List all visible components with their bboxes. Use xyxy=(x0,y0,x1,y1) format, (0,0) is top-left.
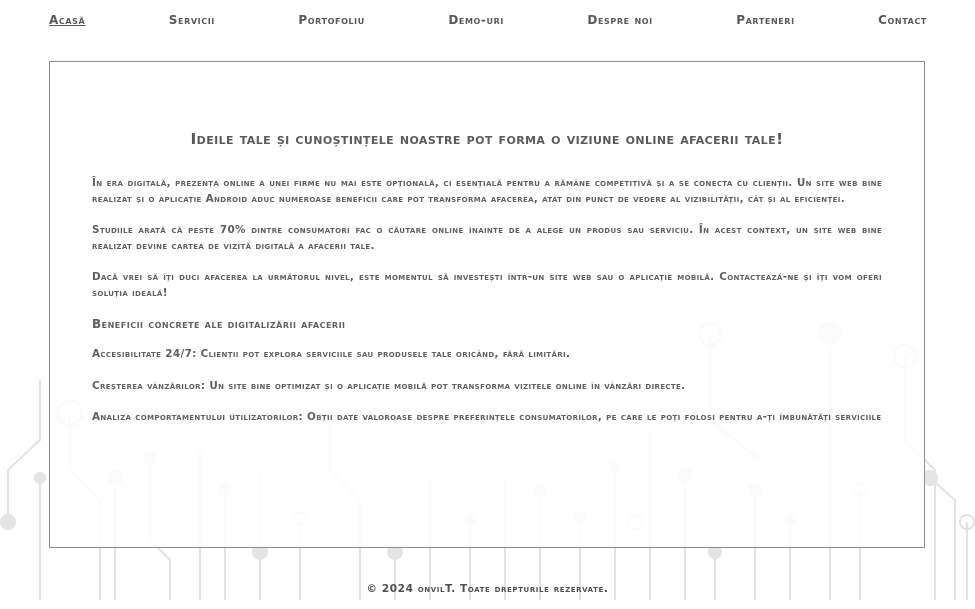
nav-item-acasa[interactable]: Acasă xyxy=(49,13,86,27)
benefits-heading: Beneficii concrete ale digitalizării afacerii xyxy=(92,317,346,331)
footer-copyright: © 2024 onvilT. Toate drepturile rezervate. xyxy=(366,583,609,595)
main-navigation xyxy=(49,11,927,29)
benefit-user-analytics: Analiza comportamentului utilizatorilor: Obții date valoroase despre preferințele consumatorilor, pe care le poți folosi pentru a-ți îmbunătăți serviciile xyxy=(92,411,882,423)
intro-paragraph: În era digitală, prezența online a unei firme nu mai este opțională, ci esențială pentru a rămâne competitivă și a se conecta cu clienții. Un site web bine realizat și o aplicație Android aduc numeroase beneficii care pot transforma afacerea, atât din punct de vedere al vizibilității, cât și al eficienței. xyxy=(92,177,882,205)
nav-item-portofoliu[interactable]: Portofoliu xyxy=(298,13,365,27)
nav-item-demo-uri[interactable]: Demo-uri xyxy=(448,13,504,27)
main-content-card xyxy=(49,61,925,548)
nav-item-contact[interactable]: Contact xyxy=(878,13,927,27)
benefit-accessibility: Accesibilitate 24/7: Clienții pot explora serviciile sau produsele tale oricând, fără limitări. xyxy=(92,348,571,360)
nav-item-parteneri[interactable]: Parteneri xyxy=(736,13,795,27)
benefit-sales-growth: Creșterea vânzărilor: Un site bine optimizat și o aplicație mobilă pot transforma vizitele online în vânzări directe. xyxy=(92,379,686,392)
content-body xyxy=(92,176,882,442)
nav-item-despre-noi[interactable]: Despre noi xyxy=(587,13,653,27)
statistics-paragraph: Studiile arată că peste 70% dintre consumatori fac o căutare online înainte de a alege un produs sau serviciu. În acest context, un site web bine realizat devine cartea de vizită digitală a afacerii tale. xyxy=(92,224,882,252)
nav-item-servicii[interactable]: Servicii xyxy=(168,13,215,27)
call-to-action-paragraph: Dacă vrei să îți duci afacerea la următorul nivel, este momentul să investești într-un site web sau o aplicație mobilă. Contactează-ne și îți vom oferi soluția ideală! xyxy=(92,271,882,299)
page-heading: Ideile tale și cunoștințele noastre pot forma o viziune online afacerii tale! xyxy=(190,130,784,148)
